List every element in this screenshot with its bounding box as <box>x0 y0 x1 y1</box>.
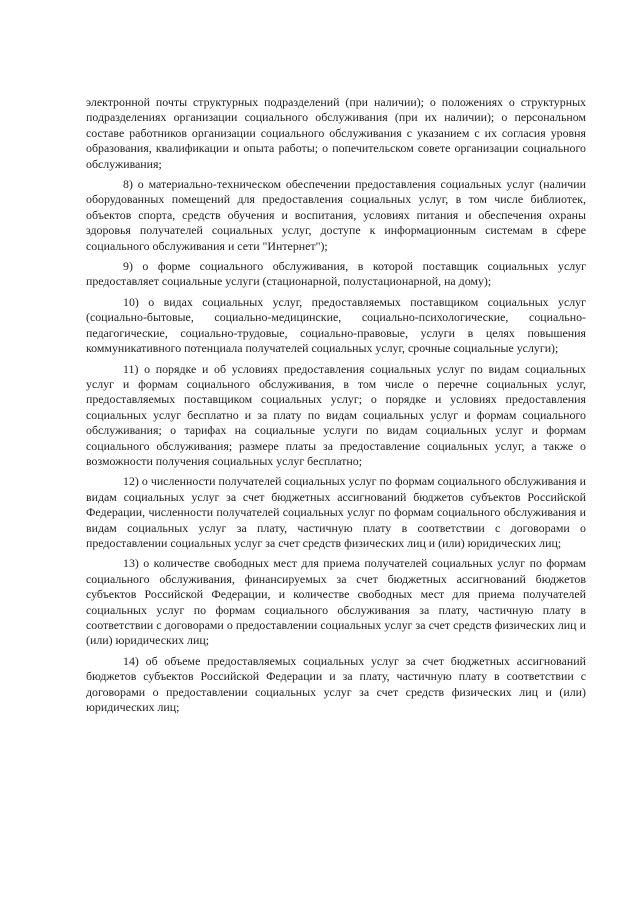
paragraph-continuation: электронной почты структурных подразделений (при наличии); о положениях о структурных подразделениях организации социального обслуживания (при их наличии); о персональном составе работников организации социального обслуживания с указанием с их согласия уровня образования, квалификации и опыта работы; о попечительском совете организации социального обслуживания; <box>86 95 586 171</box>
paragraph-item-13: 13) о количестве свободных мест для приема получателей социальных услуг по формам социального обслуживания, финансируемых за счет бюджетных ассигнований бюджетов субъектов Российской Федерации, и количестве свободных мест для приема получателей социальных услуг по формам социального обслуживания за плату, частичную плату в соответствии с договорами о предоставлении социальных услуг за счет средств физических лиц и (или) юридических лиц; <box>86 556 586 648</box>
paragraph-item-9: 9) о форме социального обслуживания, в которой поставщик социальных услуг предоставляет социальные услуги (стационарной, полустационарной, на дому); <box>86 259 586 289</box>
paragraph-item-10: 10) о видах социальных услуг, предоставляемых поставщиком социальных услуг (социально-бытовые, социально-медицинские, социально-психологические, социально-педагогические, социально-трудовые, социально-правовые, услуги в целях повышения коммуникативного потенциала получателей социальных услуг, срочные социальные услуги); <box>86 294 586 356</box>
paragraph-item-14: 14) об объеме предоставляемых социальных услуг за счет бюджетных ассигнований бюджетов субъектов Российской Федерации и за плату, частичную плату в соответствии с договорами о предоставлении социальных услуг за счет средств физических лиц и (или) юридических лиц; <box>86 653 586 715</box>
document-body <box>86 95 586 715</box>
paragraph-item-8: 8) о материально-техническом обеспечении предоставления социальных услуг (наличии оборудованных помещений для предоставления социальных услуг, в том числе библиотек, объектов спорта, средств обучения и воспитания, условиях питания и обеспечения охраны здоровья получателей социальных услуг, доступе к информационным системам в сфере социального обслуживания и сети "Интернет"); <box>86 177 586 253</box>
paragraph-item-11: 11) о порядке и об условиях предоставления социальных услуг по видам социальных услуг и формам социального обслуживания, в том числе о перечне социальных услуг, предоставляемых поставщиком социальных услуг; о порядке и условиях предоставления социальных услуг бесплатно и за плату по видам социальных услуг и формам социального обслуживания; о тарифах на социальные услуги по видам социальных услуг и формам социального обслуживания; размере платы за предоставление социальных услуг, а также о возможности получения социальных услуг бесплатно; <box>86 361 586 468</box>
paragraph-item-12: 12) о численности получателей социальных услуг по формам социального обслуживания и видам социальных услуг за счет бюджетных ассигнований бюджетов субъектов Российской Федерации, численности получателей социальных услуг по формам социального обслуживания и видам социальных услуг за плату, частичную плату в соответствии с договорами о предоставлении социальных услуг за счет средств физических лиц и (или) юридических лиц; <box>86 474 586 550</box>
